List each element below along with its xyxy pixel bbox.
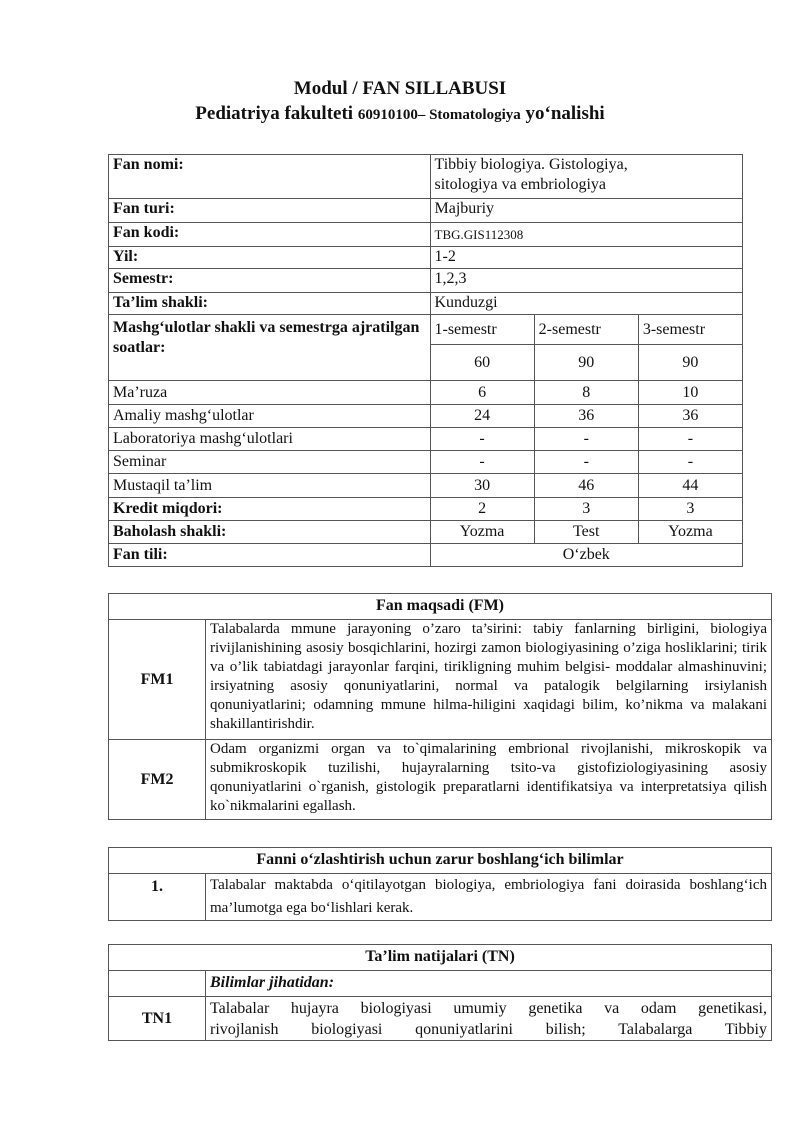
seminar-s1: - <box>430 451 534 474</box>
bilimlar-subheading: Bilimlar jihatidan: <box>206 971 772 997</box>
fan-turi-label: Fan turi: <box>109 199 431 223</box>
fm2-text: Odam organizmi organ va to`qimalarining embrional rivojlanishi, mikroskopik va submikroskopik tuzilishi, hujayralarning tsito-va gistofiziologiyasining asosiy qonuniyatlarini o`rganish, gistologik preparatlarni identifikatsiya va interpretatsiya qilish ko`nikmalarini egallash. <box>206 740 772 820</box>
amaliy-s3: 36 <box>638 405 742 428</box>
mustaqil-label: Mustaqil ta’lim <box>109 474 431 498</box>
fan-maqsadi-table <box>108 593 772 820</box>
fan-turi-value: Majburiy <box>430 199 743 223</box>
semestr-value: 1,2,3 <box>430 269 743 293</box>
baholash-label: Baholash shakli: <box>109 521 431 544</box>
amaliy-label: Amaliy mashg‘ulotlar <box>109 405 431 428</box>
talim-natijalari-table <box>108 944 772 1041</box>
fm2-label: FM2 <box>109 740 206 820</box>
mashgulot-label: Mashg‘ulotlar shakli va semestrga ajratilgan soatlar: <box>109 315 431 381</box>
talim-natijalari-title: Ta’lim natijalari (TN) <box>109 945 772 971</box>
fm1-text: Talabalarda mmune jarayoning o’zaro ta’sirini: tabiy fanlarning birligini, biologiya rivijlanishining asosiy bosqichlarini, hozirgi zamon biologiyasining o’ziga hosliklarini; tirik va o’lik tabiatdagi jarayonlar farqini, tirikligning muhim belgisi- moddalar almashinuvini; irsiyatning asosiy qonuniyatlarini, normal va patalogik belgilarning irsiylanish qonuniyatlarini; odamning mmune hilma-hiligini xaqidagi bilim, ko’nikma va malakani shakillantirishdir. <box>206 620 772 740</box>
boshlangich-bilimlar-table <box>108 847 772 921</box>
semestr-2-header: 2-semestr <box>534 315 638 345</box>
fan-kodi-label: Fan kodi: <box>109 223 431 247</box>
document-title: Modul / FAN SILLABUSI <box>293 78 507 99</box>
baholash-s2: Test <box>534 521 638 544</box>
seminar-s3: - <box>638 451 742 474</box>
program-code: 60910100– Stomatologiya <box>357 107 521 123</box>
document-subtitle <box>0 103 800 125</box>
maruza-s1: 6 <box>430 381 534 405</box>
yil-label: Yil: <box>109 247 431 269</box>
tn1-text-line-2: rivojlanish biologiyasi qonuniyatlarini bilish; Talabalarga Tibbiy <box>210 1021 767 1038</box>
mustaqil-s2: 46 <box>534 474 638 498</box>
fan-tili-value: O‘zbek <box>430 544 743 567</box>
talim-shakli-label: Ta’lim shakli: <box>109 293 431 315</box>
fm1-label: FM1 <box>109 620 206 740</box>
talim-shakli-value: Kunduzgi <box>430 293 743 315</box>
kredit-label: Kredit miqdori: <box>109 498 431 521</box>
fan-nomi-label: Fan nomi: <box>109 155 431 199</box>
seminar-label: Seminar <box>109 451 431 474</box>
kredit-s2: 3 <box>534 498 638 521</box>
fan-maqsadi-title: Fan maqsadi (FM) <box>109 594 772 620</box>
laboratoriya-s2: - <box>534 428 638 451</box>
maruza-s2: 8 <box>534 381 638 405</box>
semestr-1-total: 60 <box>430 345 534 381</box>
amaliy-s2: 36 <box>534 405 638 428</box>
prerequisite-number: 1. <box>109 874 206 921</box>
boshlangich-bilimlar-title: Fanni o‘zlashtirish uchun zarur boshlang‘ich bilimlar <box>109 848 772 874</box>
laboratoriya-s1: - <box>430 428 534 451</box>
program-suffix: yo‘nalishi <box>525 103 605 124</box>
semestr-2-total: 90 <box>534 345 638 381</box>
mustaqil-s3: 44 <box>638 474 742 498</box>
seminar-s2: - <box>534 451 638 474</box>
fan-kodi-value: TBG.GIS112308 <box>430 223 743 247</box>
tn1-text-line-1: Talabalar hujayra biologiyasi umumiy genetika va odam genetikasi, <box>210 1000 767 1017</box>
baholash-s1: Yozma <box>430 521 534 544</box>
laboratoriya-s3: - <box>638 428 742 451</box>
tn1-label: TN1 <box>109 997 206 1041</box>
fan-tili-label: Fan tili: <box>109 544 431 567</box>
semestr-3-header: 3-semestr <box>638 315 742 345</box>
yil-value: 1-2 <box>430 247 743 269</box>
mustaqil-s1: 30 <box>430 474 534 498</box>
empty-cell <box>109 971 206 997</box>
kredit-s3: 3 <box>638 498 742 521</box>
laboratoriya-label: Laboratoriya mashg‘ulotlari <box>109 428 431 451</box>
semestr-1-header: 1-semestr <box>430 315 534 345</box>
semestr-label: Semestr: <box>109 269 431 293</box>
amaliy-s1: 24 <box>430 405 534 428</box>
course-info-table <box>108 154 743 567</box>
faculty-name: Pediatriya fakulteti <box>195 103 354 124</box>
baholash-s3: Yozma <box>638 521 742 544</box>
maruza-label: Ma’ruza <box>109 381 431 405</box>
semestr-3-total: 90 <box>638 345 742 381</box>
kredit-s1: 2 <box>430 498 534 521</box>
prerequisite-text: Talabalar maktabda o‘qitilayotgan biologiya, embriologiya fani doirasida boshlang‘ich ma’lumotga ega bo‘lishlari kerak. <box>206 874 772 921</box>
fan-nomi-value: Tibbiy biologiya. Gistologiya, sitologiya va embriologiya <box>430 155 743 199</box>
maruza-s3: 10 <box>638 381 742 405</box>
